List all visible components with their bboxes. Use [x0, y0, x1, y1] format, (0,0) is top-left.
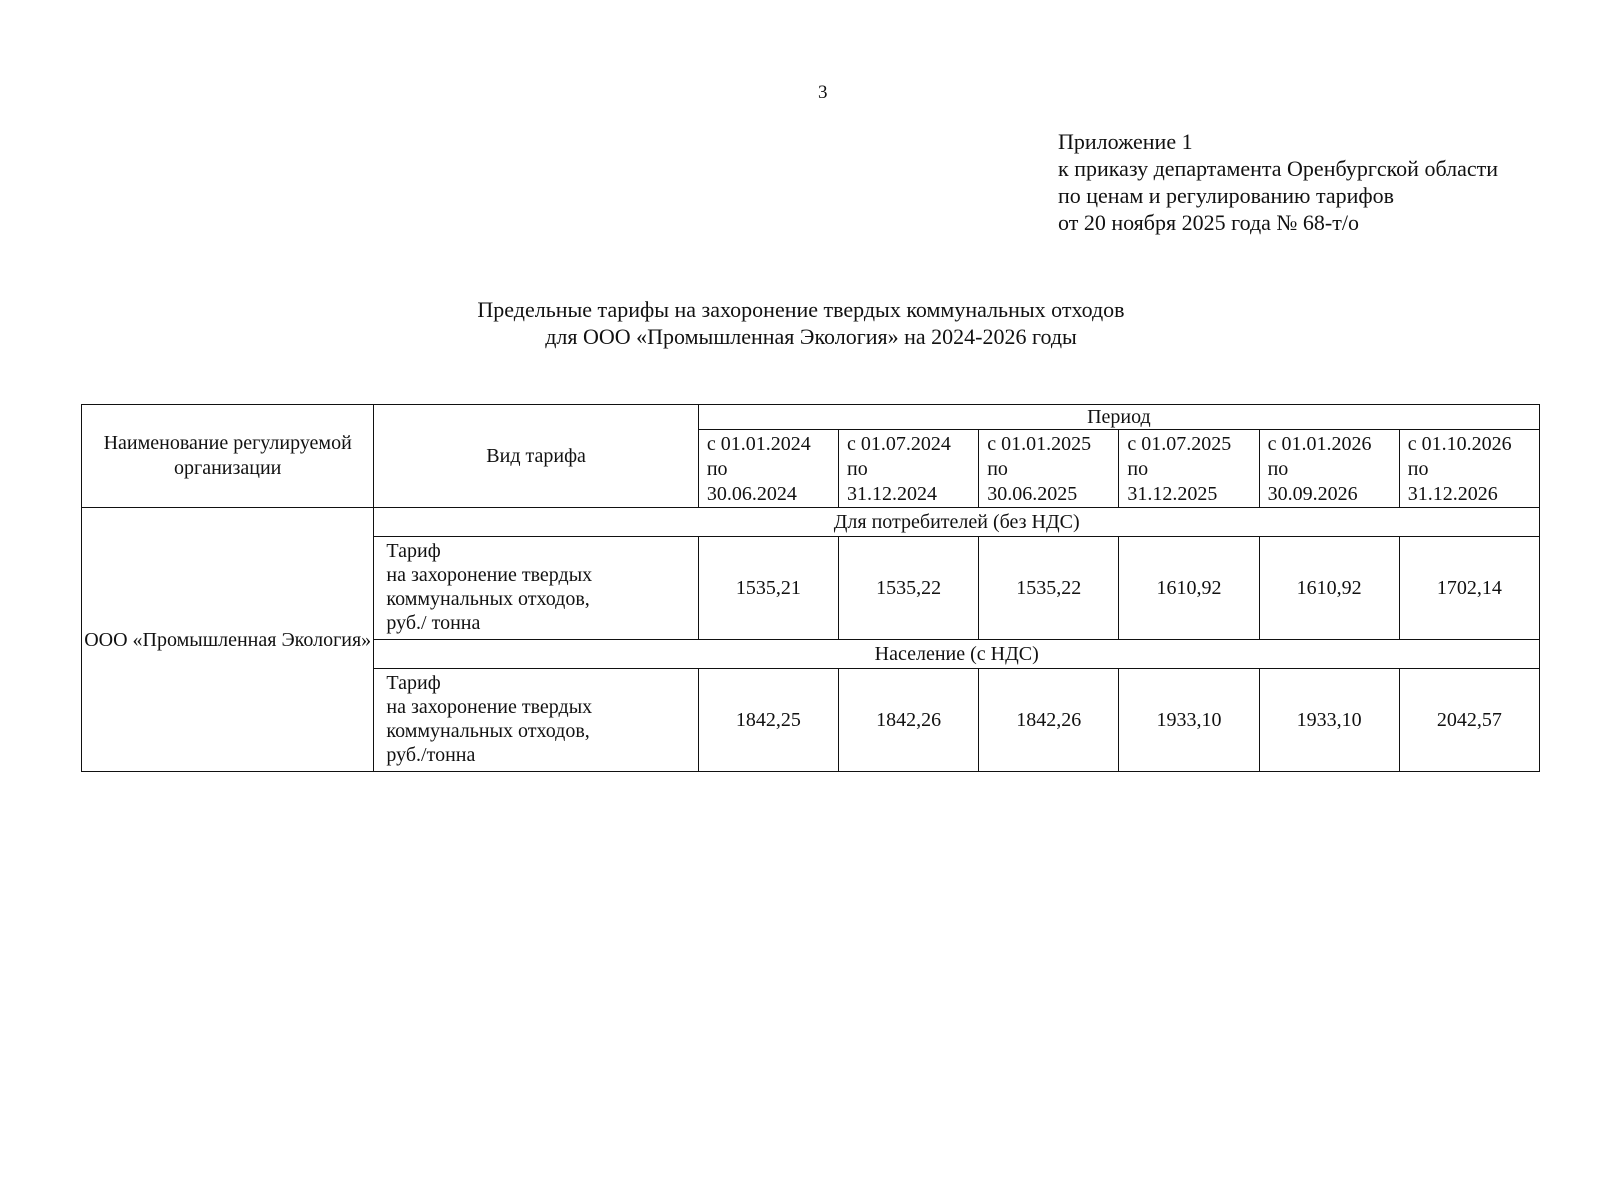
- period-header: [1399, 430, 1539, 508]
- tariff-type-line: коммунальных отходов,: [386, 588, 590, 610]
- tariff-value: 1842,25: [698, 669, 838, 772]
- tariff-type-line: руб./тонна: [386, 744, 476, 766]
- period-from: с 01.01.2024: [706, 433, 811, 455]
- tariff-value: 1842,26: [979, 669, 1119, 772]
- period-by: по: [706, 458, 728, 480]
- period-to: 30.06.2024: [706, 483, 797, 505]
- appendix-line: от 20 ноября 2025 года № 68-т/о: [1058, 210, 1359, 235]
- section-label: Население (с НДС): [374, 640, 1540, 669]
- period-to: 31.12.2026: [1407, 483, 1498, 505]
- document-title: [0, 296, 1622, 350]
- period-from: с 01.10.2026: [1407, 433, 1512, 455]
- period-to: 31.12.2025: [1127, 483, 1218, 505]
- title-line: Предельные тарифы на захоронение твердых коммунальных отходов: [477, 297, 1125, 322]
- appendix-line: Приложение 1: [1058, 129, 1193, 154]
- tariff-type-line: Тариф: [386, 672, 441, 694]
- period-to: 30.09.2026: [1267, 483, 1358, 505]
- header-period: Период: [698, 405, 1539, 430]
- tariff-type-line: руб./ тонна: [386, 612, 481, 634]
- tariff-value: 1535,21: [698, 537, 838, 640]
- period-by: по: [987, 458, 1008, 480]
- appendix-line: по ценам и регулированию тарифов: [1058, 183, 1395, 208]
- title-line: для ООО «Промышленная Экология» на 2024-2026 годы: [545, 324, 1077, 349]
- tariff-type-line: на захоронение твердых: [386, 696, 593, 718]
- tariff-type-line: коммунальных отходов,: [386, 720, 590, 742]
- period-from: с 01.07.2025: [1127, 433, 1232, 455]
- header-organization: Наименование регулируемой организации: [82, 405, 374, 508]
- tariff-value: 1933,10: [1119, 669, 1259, 772]
- organization-cell: ООО «Промышленная Экология»: [82, 508, 374, 772]
- period-to: 31.12.2024: [847, 483, 938, 505]
- tariff-value: 1842,26: [839, 669, 979, 772]
- period-header: [698, 430, 838, 508]
- tariff-value: 1702,14: [1399, 537, 1539, 640]
- period-header: [979, 430, 1119, 508]
- period-from: с 01.01.2025: [987, 433, 1092, 455]
- appendix-block: [1058, 128, 1498, 236]
- page-number: 3: [818, 82, 828, 103]
- header-tariff-type: Вид тарифа: [374, 405, 698, 508]
- period-by: по: [1407, 458, 1429, 480]
- tariff-type-cell: [374, 669, 698, 772]
- tariff-value: 1610,92: [1119, 537, 1259, 640]
- period-by: по: [1267, 458, 1289, 480]
- section-row: [82, 508, 1540, 537]
- period-header: [1119, 430, 1259, 508]
- period-header: [1259, 430, 1399, 508]
- section-label: Для потребителей (без НДС): [374, 508, 1540, 537]
- appendix-line: к приказу департамента Оренбургской области: [1058, 156, 1498, 181]
- tariff-type-line: на захоронение твердых: [386, 564, 593, 586]
- tariff-type-cell: [374, 537, 698, 640]
- period-header: [839, 430, 979, 508]
- period-from: с 01.07.2024: [847, 433, 951, 455]
- tariff-value: 1535,22: [979, 537, 1119, 640]
- tariff-value: 1610,92: [1259, 537, 1399, 640]
- table-header-row: [82, 405, 1540, 430]
- tariff-value: 2042,57: [1399, 669, 1539, 772]
- tariff-value: 1933,10: [1259, 669, 1399, 772]
- period-from: с 01.01.2026: [1267, 433, 1372, 455]
- period-to: 30.06.2025: [987, 483, 1078, 505]
- tariff-type-line: Тариф: [386, 540, 441, 562]
- period-by: по: [847, 458, 868, 480]
- period-by: по: [1127, 458, 1149, 480]
- tariff-table: [81, 404, 1540, 772]
- tariff-value: 1535,22: [839, 537, 979, 640]
